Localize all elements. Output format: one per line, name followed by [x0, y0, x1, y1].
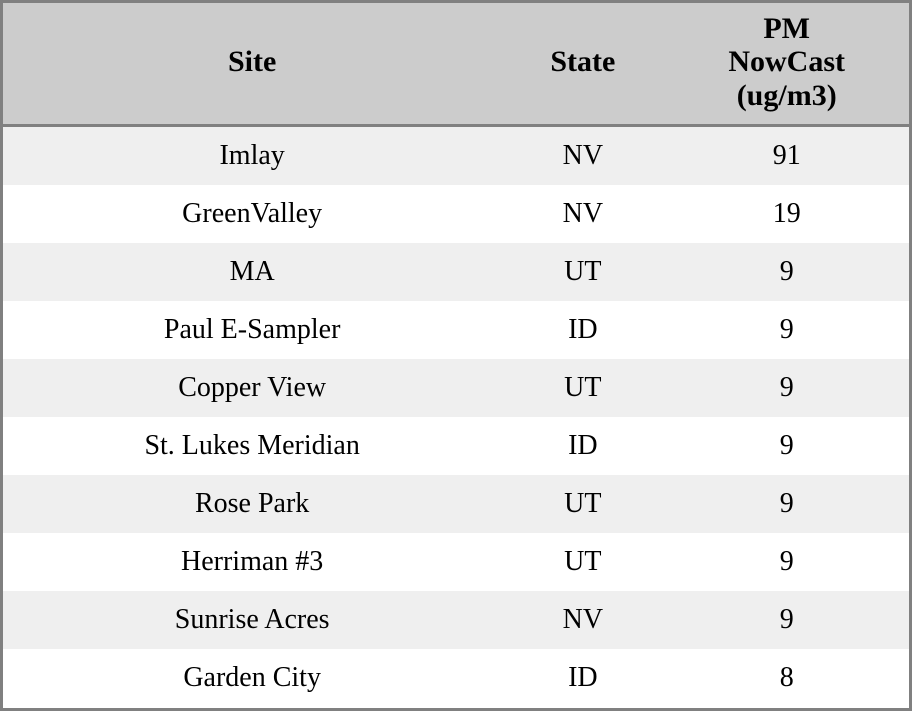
cell-pm-nowcast: 9 — [779, 313, 794, 345]
table-row — [3, 533, 909, 591]
cell-pm-nowcast: 9 — [779, 255, 794, 287]
cell-pm-nowcast: 9 — [779, 487, 794, 519]
column-header-state — [501, 3, 664, 125]
table-row — [3, 301, 909, 359]
column-header-pm-nowcast-line1: PM — [763, 11, 810, 45]
table-row — [3, 125, 909, 185]
table-header — [3, 3, 909, 125]
table-row — [3, 649, 909, 707]
cell-site: GreenValley — [182, 197, 323, 229]
cell-state: NV — [562, 197, 604, 229]
cell-pm-nowcast: 8 — [779, 661, 794, 693]
cell-site: St. Lukes Meridian — [144, 429, 360, 461]
cell-pm-nowcast: 9 — [779, 371, 794, 403]
table-row — [3, 359, 909, 417]
cell-site: Garden City — [183, 661, 321, 693]
table-row — [3, 475, 909, 533]
cell-pm-nowcast: 19 — [772, 197, 801, 229]
cell-site: Rose Park — [194, 487, 310, 519]
cell-state: NV — [562, 603, 604, 635]
cell-site: Paul E-Sampler — [163, 313, 341, 345]
column-header-site-label: Site — [227, 45, 277, 79]
cell-site: Sunrise Acres — [174, 603, 330, 635]
cell-pm-nowcast: 9 — [779, 429, 794, 461]
column-header-pm-nowcast-line3: (ug/m3) — [736, 79, 837, 113]
cell-state: ID — [568, 313, 598, 345]
cell-site: Copper View — [178, 371, 327, 403]
column-header-state-label: State — [550, 45, 616, 79]
cell-state: UT — [564, 255, 602, 287]
cell-state: ID — [568, 661, 598, 693]
cell-state: UT — [564, 545, 602, 577]
table-row — [3, 417, 909, 475]
table-body — [3, 125, 909, 707]
cell-state: ID — [568, 429, 598, 461]
table-row — [3, 591, 909, 649]
table-header-row — [3, 3, 909, 125]
cell-state: UT — [564, 371, 602, 403]
cell-state: UT — [564, 487, 602, 519]
column-header-pm-nowcast — [664, 3, 909, 125]
air-quality-table — [3, 3, 909, 707]
table-row — [3, 185, 909, 243]
cell-pm-nowcast: 9 — [779, 545, 794, 577]
cell-site: Imlay — [219, 139, 285, 171]
table-row — [3, 243, 909, 301]
cell-pm-nowcast: 9 — [779, 603, 794, 635]
column-header-site — [3, 3, 501, 125]
column-header-pm-nowcast-line2: NowCast — [728, 45, 846, 79]
cell-site: MA — [229, 255, 275, 287]
cell-site: Herriman #3 — [181, 545, 324, 577]
cell-pm-nowcast: 91 — [772, 139, 801, 171]
cell-state: NV — [562, 139, 604, 171]
